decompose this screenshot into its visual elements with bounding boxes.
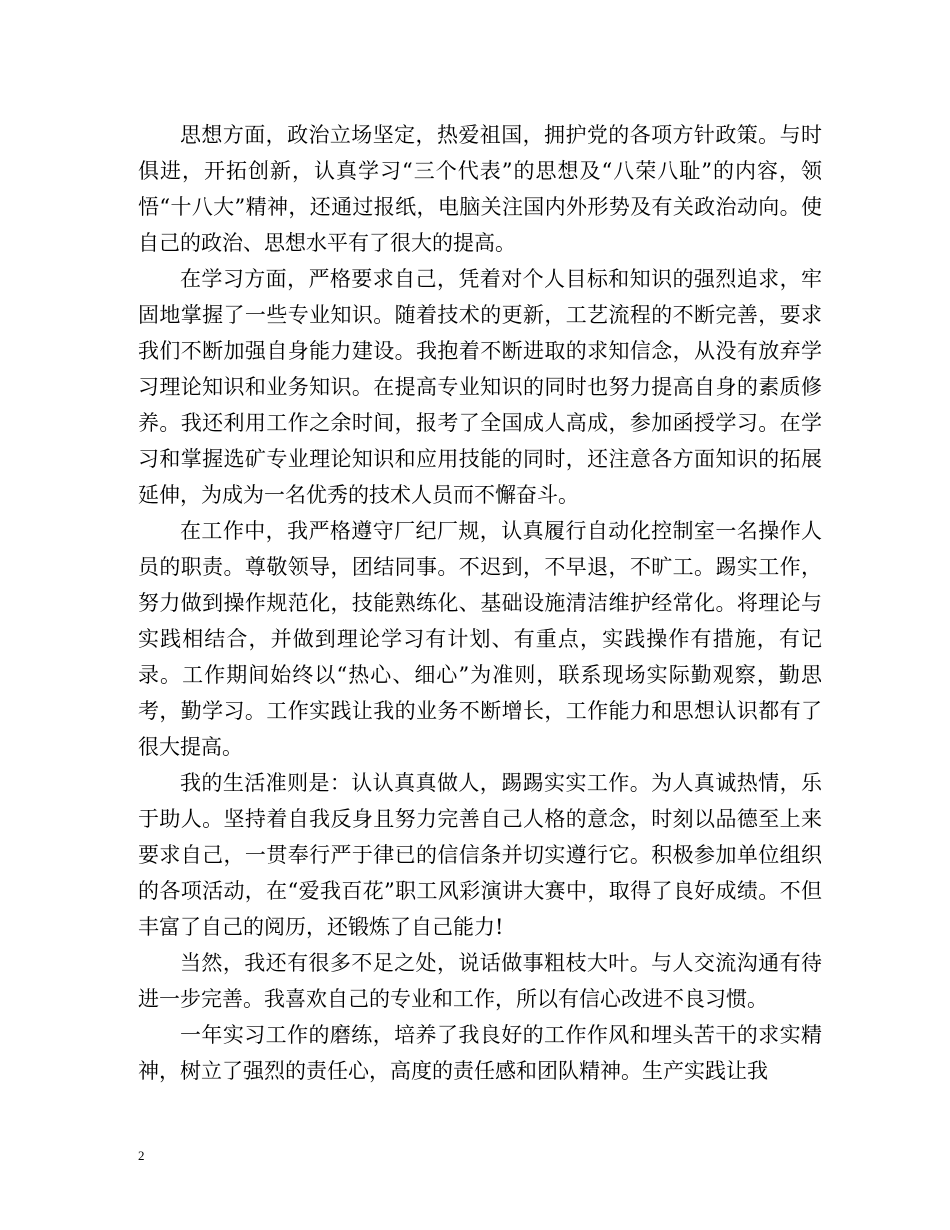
paragraph-work: 在工作中，我严格遵守厂纪厂规，认真履行自动化控制室一名操作人员的职责。尊敬领导，团结同事。不迟到，不早退，不旷工。踢实工作，努力做到操作规范化，技能熟练化、基础设施清洁维护经常化。将理论与实践相结合，并做到理论学习有计划、有重点，实践操作有措施，有记录。工作期间始终以“热心、细心”为准则，联系现场实际勤观察，勤思考，勤学习。工作实践让我的业务不断增长，工作能力和思想认识都有了很大提高。	[138, 519, 822, 759]
paragraph-summary: 一年实习工作的磨练，培养了我良好的工作作风和埋头苦干的求实精神，树立了强烈的责任心，高度的责任感和团队精神。生产实践让我	[138, 1023, 822, 1083]
paragraph-ideology: 思想方面，政治立场坚定，热爱祖国，拥护党的各项方针政策。与时俱进，开拓创新，认真学习“三个代表”的思想及“八荣八耻”的内容，领悟“十八大”精神，还通过报纸，电脑关注国内外形势及有关政治动向。使自己的政治、思想水平有了很大的提高。	[138, 123, 822, 255]
document-body	[138, 117, 822, 1089]
paragraph-life: 我的生活准则是：认认真真做人，踢踢实实工作。为人真诚热情，乐于助人。坚持着自我反身且努力完善自己人格的意念，时刻以品德至上来要求自己，一贯奉行严于律已的信信条并切实遵行它。积极参加单位组织的各项活动，在“爱我百花”职工风彩演讲大赛中，取得了良好成绩。不但丰富了自己的阅历，还锻炼了自己能力!	[138, 771, 822, 939]
paragraph-study: 在学习方面，严格要求自己，凭着对个人目标和知识的强烈追求，牢固地掌握了一些专业知识。随着技术的更新，工艺流程的不断完善，要求我们不断加强自身能力建设。我抱着不断进取的求知信念，从没有放弃学习理论知识和业务知识。在提高专业知识的同时也努力提高自身的素质修养。我还利用工作之余时间，报考了全国成人高成，参加函授学习。在学习和掌握选矿专业理论知识和应用技能的同时，还注意各方面知识的拓展延伸，为成为一名优秀的技术人员而不懈奋斗。	[138, 267, 822, 507]
paragraph-shortcomings: 当然，我还有很多不足之处，说话做事粗枝大叶。与人交流沟通有待进一步完善。我喜欢自己的专业和工作，所以有信心改进不良习惯。	[138, 951, 822, 1011]
page-number: 2	[138, 1148, 145, 1163]
